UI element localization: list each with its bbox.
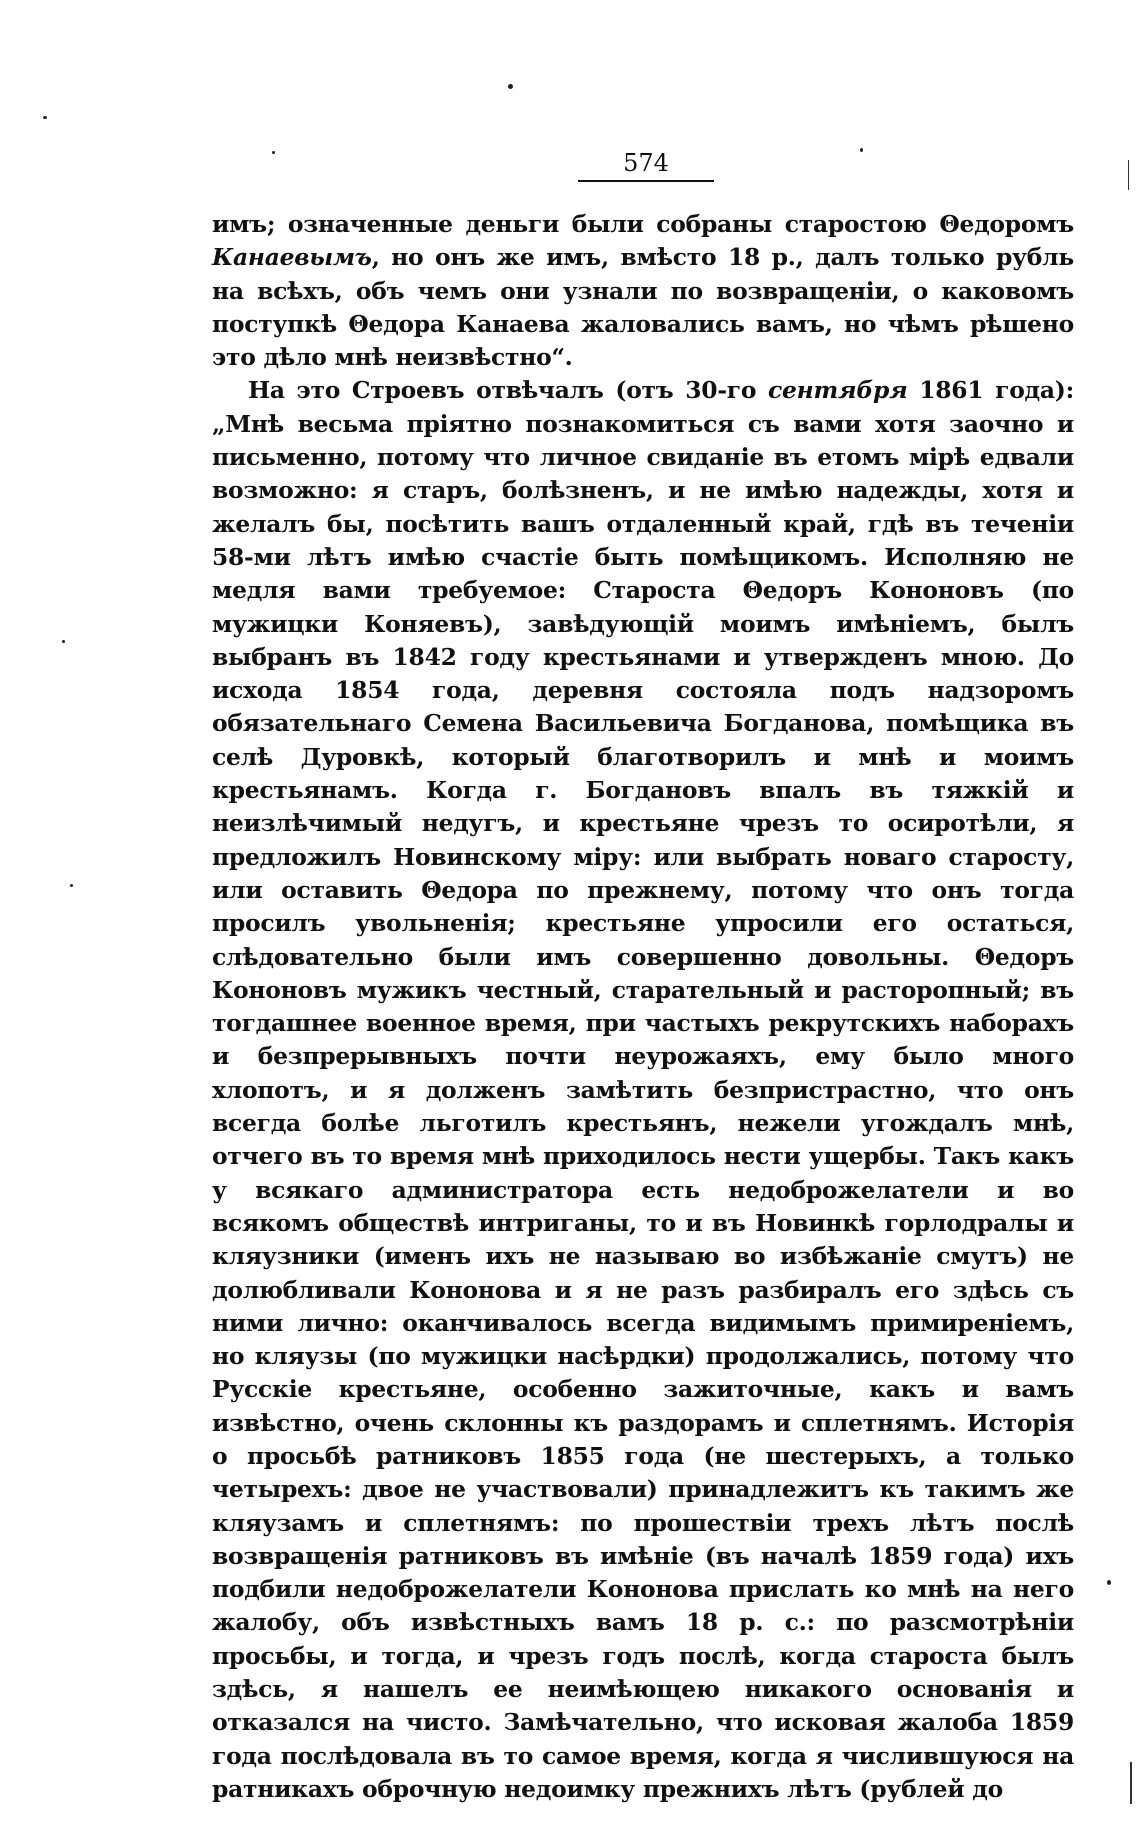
header-rule [578, 180, 714, 182]
scan-speck [43, 116, 47, 119]
paragraph-1 [212, 208, 1074, 374]
scan-speck [62, 640, 65, 643]
text-segment: имъ; означенные деньги были собраны старостою Θедоромъ [212, 210, 1074, 238]
italic-surname: Канаевымъ [212, 243, 372, 272]
scan-edge-mark [1130, 1762, 1132, 1804]
body-text [212, 208, 1074, 1806]
italic-month: сентября [768, 376, 908, 405]
scan-edge-mark [1128, 160, 1129, 190]
scan-speck [70, 884, 73, 887]
scan-speck [1107, 1580, 1111, 1585]
text-segment: 1861 года): „Мнѣ весьма пріятно познакомиться съ вами хотя заочно и письменно, потому что личное свиданіе въ етомъ мірѣ едвали возможно: я старъ, болѣзненъ, и не имѣю надежды, хотя и желалъ бы, посѣтить вашъ отдаленный край, гдѣ въ теченіи 58-ми лѣтъ имѣю счастіе быть помѣщикомъ. Исполняю не медля вами требуемое: Староста Θедоръ Кононовъ (по мужицки Коняевъ), завѣдующій моимъ имѣніемъ, былъ выбранъ въ 1842 году крестьянами и утвержденъ мною. До исхода 1854 года, деревня состояла подъ надзоромъ обязательнаго Семена Васильевича Богданова, помѣщика въ селѣ Дуровкѣ, который благотворилъ и мнѣ и моимъ крестьянамъ. Когда г. Богдановъ впалъ въ тяжкій и неизлѣчимый недугъ, и крестьяне чрезъ то осиротѣли, я предложилъ Новинскому міру: или выбрать новаго старосту, или оставить Θедора по прежнему, потому что онъ тогда просилъ увольненія; крестьяне упросили его остаться, слѣдовательно были имъ совершенно довольны. Θедоръ Кононовъ мужикъ честный, старательный и расторопный; въ тогдашнее военное время, при частыхъ рекрутскихъ наборахъ и безпрерывныхъ почти неурожаяхъ, ему было много хлопотъ, и я долженъ замѣтить безпристрастно, что онъ всегда болѣе льготилъ крестьянъ, нежели угождалъ мнѣ, отчего въ то время мнѣ приходилось нести ущербы. Такъ какъ у всякаго администратора есть недоброжелатели и во всякомъ обществѣ интриганы, то и въ Новинкѣ горлодралы и кляузники (именъ ихъ не называю во избѣжаніе смутъ) не долюбливали Кононова и я не разъ разбиралъ его здѣсь съ ними лично: оканчивалось всегда видимымъ примиреніемъ, но кляузы (по мужицки насѣрдки) продолжались, потому что Русскіе крестьяне, особенно зажиточные, какъ и вамъ извѣстно, очень склонны къ раздорамъ и сплетнямъ. Исторія о просьбѣ ратниковъ 1855 года (не шестерыхъ, а только четырехъ: двое не участвовали) принадлежитъ къ такимъ же кляузамъ и сплетнямъ: по прошествіи трехъ лѣтъ послѣ возвращенія ратниковъ въ имѣніе (въ началѣ 1859 года) ихъ подбили недоброжелатели Кононова прислать ко мнѣ на него жалобу, объ извѣстныхъ вамъ 18 р. с.: по разсмотрѣніи просьбы, и тогда, и чрезъ годъ послѣ, когда староста былъ здѣсь, я нашелъ ее неимѣющею никакого основанія и отказался на чисто. Замѣчательно, что исковая жалоба 1859 года послѣдовала въ то самое время, когда я числившуюся на ратникахъ оброчную недоимку прежнихъ лѣтъ (рублей до [212, 376, 1074, 1803]
paragraph-2 [212, 374, 1074, 1806]
page-number: 574 [623, 149, 669, 177]
scan-speck [508, 84, 513, 89]
scan-speck [272, 151, 275, 154]
text-segment: На это Строевъ отвѣчалъ (отъ 30-го [248, 376, 769, 405]
scan-speck [860, 148, 863, 152]
text-segment: , но онъ же имъ, вмѣсто 18 р., далъ только рубль на всѣхъ, объ чемъ они узнали по возвращеніи, о каковомъ поступкѣ Θедора Канаева жаловались вамъ, но чѣмъ рѣшено это дѣло мнѣ неизвѣстно“. [212, 243, 1074, 372]
